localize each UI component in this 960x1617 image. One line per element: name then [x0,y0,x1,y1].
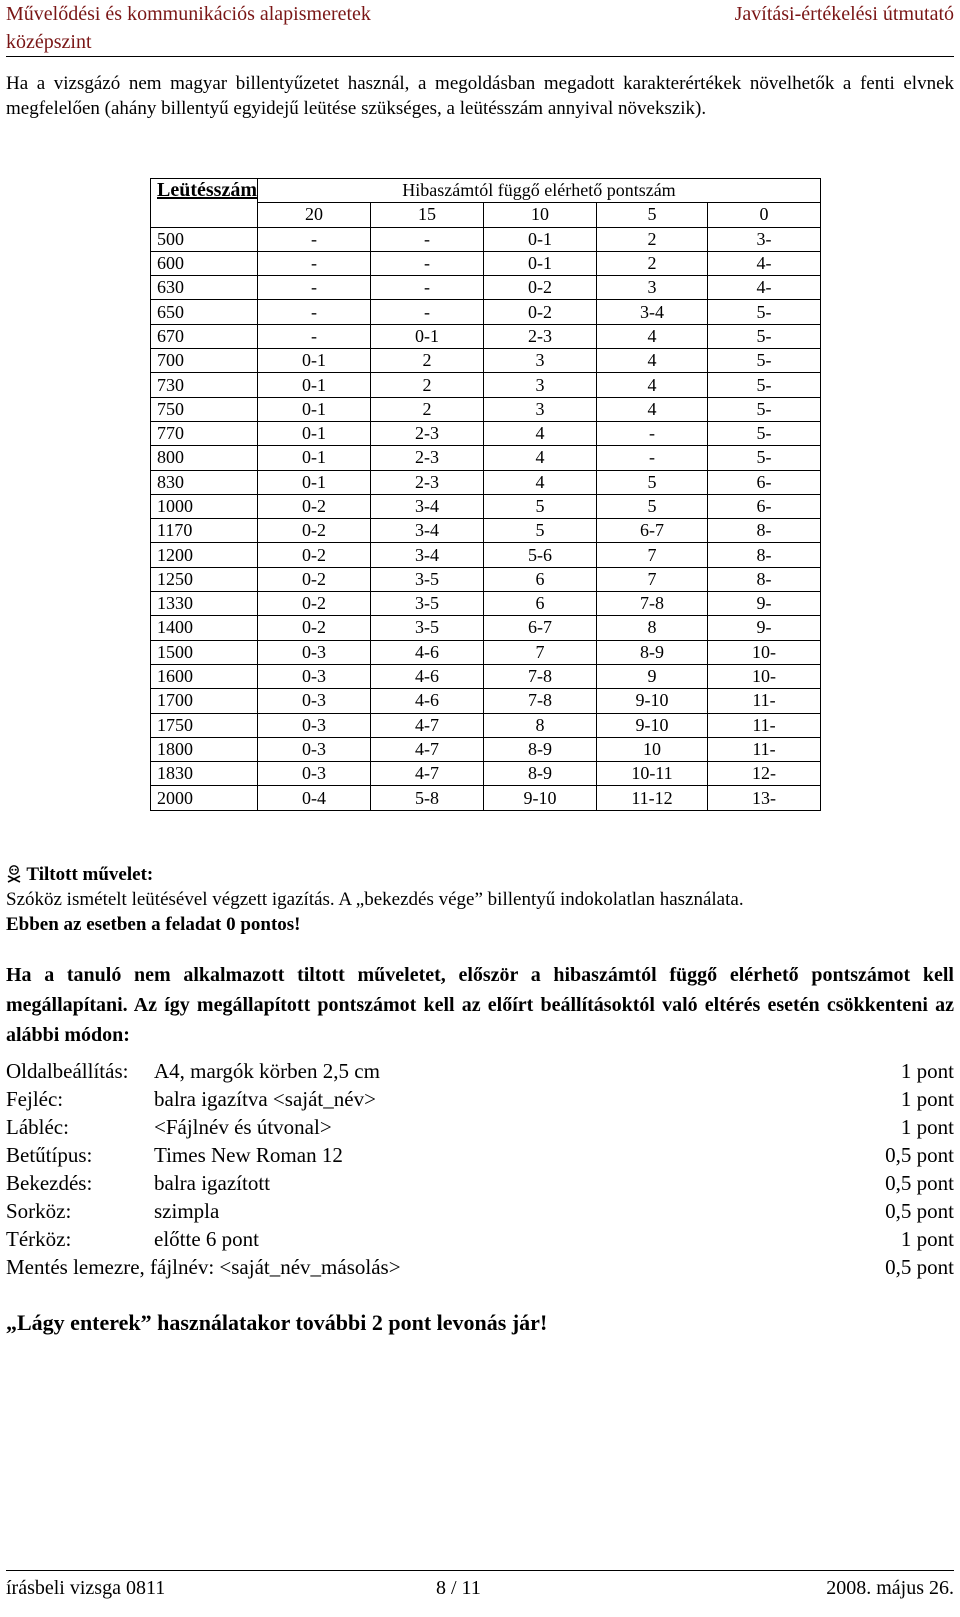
score-cell: 3-5 [370,616,483,640]
final-note: „Lágy enterek” használatakor további 2 pont levonás jár! [6,1310,548,1335]
table-row [151,640,821,664]
score-cell: 12- [707,762,820,786]
setting-value: Times New Roman 12 [154,1143,343,1167]
stroke-count-cell: 630 [151,276,258,300]
score-cell: 8- [707,519,820,543]
score-cell: 6-7 [483,616,596,640]
table-row [151,616,821,640]
score-cell: 3-4 [596,300,707,324]
header-left [6,0,371,56]
setting-key: Sorköz: [6,1199,72,1223]
score-cell: 5- [707,421,820,445]
forbidden-text: Szóköz ismételt leütésével végzett igazítás. A „bekezdés vége” billentyű indokolatlan használata. [6,889,744,910]
error-count-0: 20 [257,203,370,227]
score-cell: 0-3 [257,664,370,688]
header-title: Művelődési és kommunikációs alapismeretek [6,3,371,25]
error-count-4: 0 [707,203,820,227]
setting-points: 1 pont [900,1227,954,1251]
score-cell: - [370,300,483,324]
score-cell: 4 [483,421,596,445]
score-cell: 3-4 [370,494,483,518]
score-cell: 4- [707,251,820,275]
table-row [151,737,821,761]
score-cell: 0-2 [257,567,370,591]
score-cell: 8- [707,567,820,591]
score-cell: 4-7 [370,762,483,786]
score-cell: - [370,276,483,300]
score-cell: 0-3 [257,762,370,786]
score-cell: 2-3 [370,470,483,494]
score-cell: 3-4 [370,543,483,567]
setting-row [6,1225,954,1253]
score-cell: 4 [596,324,707,348]
skull-crossbones-icon [6,864,22,885]
score-cell: 10- [707,640,820,664]
error-count-1: 15 [370,203,483,227]
score-cell: 5-6 [483,543,596,567]
stroke-count-cell: 1200 [151,543,258,567]
score-cell: 11- [707,713,820,737]
col-label-strokes: Leütésszám [151,179,258,203]
score-cell: 8-9 [483,737,596,761]
forbidden-section [6,862,744,937]
score-cell: 0-1 [257,397,370,421]
score-cell: 4- [707,276,820,300]
stroke-count-cell: 750 [151,397,258,421]
score-cell: 8 [483,713,596,737]
score-cell: - [257,324,370,348]
table-row [151,664,821,688]
score-cell: 0-2 [483,300,596,324]
setting-key: Térköz: [6,1227,72,1251]
stroke-count-cell: 670 [151,324,258,348]
score-cell: 9 [596,664,707,688]
score-cell: 7 [596,567,707,591]
setting-points: 1 pont [900,1087,954,1111]
score-cell: - [596,446,707,470]
setting-row [6,1113,954,1141]
stroke-count-cell: 730 [151,373,258,397]
score-cell: 11- [707,689,820,713]
score-cell: 2-3 [370,446,483,470]
stroke-count-cell: 650 [151,300,258,324]
score-cell: 3 [483,349,596,373]
score-cell: 2 [596,251,707,275]
table-row [151,300,821,324]
stroke-count-cell: 1700 [151,689,258,713]
score-cell: 2-3 [370,421,483,445]
score-cell: 2-3 [483,324,596,348]
score-cell: 0-3 [257,689,370,713]
score-cell: 5- [707,349,820,373]
score-cell: 4-6 [370,664,483,688]
score-cell: 13- [707,786,820,810]
score-cell: 2 [370,373,483,397]
score-cell: 0-3 [257,737,370,761]
score-cell: 0-1 [257,470,370,494]
score-cell: 5- [707,446,820,470]
setting-value: szimpla [154,1199,220,1223]
score-cell: - [257,251,370,275]
header-divider [6,56,954,57]
setting-value: balra igazítva <saját_név> [154,1087,376,1111]
save-text: Mentés lemezre, fájlnév: <saját_név_másolás> [6,1255,401,1279]
stroke-count-cell: 830 [151,470,258,494]
score-cell: 3-5 [370,567,483,591]
group-label: Hibaszámtól függő elérhető pontszám [257,179,820,203]
error-count-2: 10 [483,203,596,227]
score-cell: 8-9 [596,640,707,664]
score-cell: 5 [596,494,707,518]
settings-list [6,1057,954,1281]
score-cell: 0-1 [483,251,596,275]
stroke-count-cell: 600 [151,251,258,275]
score-cell: 9-10 [483,786,596,810]
stroke-count-cell: 700 [151,349,258,373]
score-cell: 6 [483,592,596,616]
forbidden-consequence: Ebben az esetben a feladat 0 pontos! [6,914,301,935]
footer-exam: írásbeli vizsga 0811 [6,1577,166,1599]
stroke-count-cell: 1600 [151,664,258,688]
score-cell: 7 [483,640,596,664]
score-cell: - [370,227,483,251]
table-row [151,519,821,543]
table-row [151,324,821,348]
score-cell: 0-3 [257,713,370,737]
setting-row [6,1085,954,1113]
table-row [151,470,821,494]
setting-points: 0,5 pont [885,1143,954,1167]
score-cell: 2 [370,349,483,373]
stroke-count-cell: 1000 [151,494,258,518]
score-cell: 0-1 [257,349,370,373]
score-cell: 3 [483,397,596,421]
save-row [6,1253,954,1281]
score-cell: 5- [707,397,820,421]
score-cell: - [257,300,370,324]
table-row [151,494,821,518]
score-cell: 6- [707,494,820,518]
setting-row [6,1169,954,1197]
score-cell: 5- [707,324,820,348]
stroke-count-cell: 1330 [151,592,258,616]
score-cell: 5 [596,470,707,494]
table-row [151,373,821,397]
table-row [151,543,821,567]
score-cell: 0-2 [257,543,370,567]
table-row [151,251,821,275]
setting-key: Fejléc: [6,1087,64,1111]
footer-divider [6,1570,954,1571]
footer-date: 2008. május 26. [826,1577,954,1599]
stroke-count-cell: 770 [151,421,258,445]
score-cell: 4 [596,349,707,373]
setting-value: A4, margók körben 2,5 cm [154,1059,380,1083]
score-cell: 4 [483,470,596,494]
score-cell: - [596,421,707,445]
stroke-count-cell: 800 [151,446,258,470]
score-cell: 8-9 [483,762,596,786]
score-cell: 7-8 [483,664,596,688]
error-count-3: 5 [596,203,707,227]
score-cell: 3 [596,276,707,300]
score-cell: 0-1 [257,373,370,397]
score-cell: 3-4 [370,519,483,543]
stroke-count-cell: 1170 [151,519,258,543]
score-cell: 0-2 [257,519,370,543]
score-cell: 0-1 [370,324,483,348]
score-cell: 10-11 [596,762,707,786]
score-cell: 5- [707,300,820,324]
stroke-count-cell: 1500 [151,640,258,664]
score-cell: 0-2 [483,276,596,300]
stroke-count-cell: 1250 [151,567,258,591]
setting-points: 0,5 pont [885,1171,954,1195]
score-cell: 3-5 [370,592,483,616]
score-cell: 8- [707,543,820,567]
table-row [151,713,821,737]
score-cell: 6-7 [596,519,707,543]
score-cell: 0-4 [257,786,370,810]
table-row [151,762,821,786]
table-header-row [151,179,821,203]
header-right: Javítási-értékelési útmutató [734,3,954,25]
score-cell: - [257,276,370,300]
score-cell: 9-10 [596,689,707,713]
score-cell: 8 [596,616,707,640]
setting-row [6,1197,954,1225]
score-cell: 5 [483,494,596,518]
score-cell: 10 [596,737,707,761]
score-cell: 0-1 [257,446,370,470]
score-cell: 4-6 [370,640,483,664]
table-subheader-row [151,203,821,227]
setting-key: Betűtípus: [6,1143,93,1167]
setting-key: Oldalbeállítás: [6,1059,129,1083]
score-cell: - [257,227,370,251]
score-cell: 7 [596,543,707,567]
score-cell: 11-12 [596,786,707,810]
stroke-count-cell: 1830 [151,762,258,786]
score-cell: 0-2 [257,616,370,640]
score-cell: 6 [483,567,596,591]
score-cell: 0-1 [257,421,370,445]
score-cell: 7-8 [483,689,596,713]
setting-value: balra igazított [154,1171,271,1195]
score-cell: 6- [707,470,820,494]
setting-row [6,1141,954,1169]
table-row [151,567,821,591]
score-cell: 4 [596,373,707,397]
table-row [151,421,821,445]
score-cell: 4-7 [370,713,483,737]
setting-key: Bekezdés: [6,1171,93,1195]
setting-points: 1 pont [900,1115,954,1139]
forbidden-title: Tiltott művelet: [26,864,154,885]
scoring-table [150,178,821,811]
table-row [151,689,821,713]
score-cell: 5 [483,519,596,543]
score-cell: 0-3 [257,640,370,664]
table-row [151,397,821,421]
score-cell: 3 [483,373,596,397]
table-row [151,786,821,810]
score-cell: 4-6 [370,689,483,713]
footer-page-number: 8 / 11 [436,1577,481,1599]
stroke-count-cell: 2000 [151,786,258,810]
score-cell: 4 [483,446,596,470]
stroke-count-cell: 1400 [151,616,258,640]
table-row [151,227,821,251]
score-cell: 4-7 [370,737,483,761]
score-cell: 0-2 [257,592,370,616]
score-cell: 11- [707,737,820,761]
score-cell: 9-10 [596,713,707,737]
setting-key: Lábléc: [6,1115,69,1139]
score-cell: 10- [707,664,820,688]
score-cell: 9- [707,616,820,640]
score-cell: 5- [707,373,820,397]
score-cell: 0-2 [257,494,370,518]
score-cell: 5-8 [370,786,483,810]
setting-row [6,1057,954,1085]
setting-value: előtte 6 pont [154,1227,259,1251]
stroke-count-cell: 1750 [151,713,258,737]
score-cell: 2 [370,397,483,421]
score-cell: 0-1 [483,227,596,251]
score-cell: 9- [707,592,820,616]
table-row [151,349,821,373]
header-level: középszint [6,31,92,53]
save-points: 0,5 pont [885,1255,954,1279]
score-cell: 3- [707,227,820,251]
stroke-count-cell: 500 [151,227,258,251]
score-cell: 2 [596,227,707,251]
setting-value: <Fájlnév és útvonal> [154,1115,332,1139]
table-row [151,276,821,300]
deduction-rule: Ha a tanuló nem alkalmazott tiltott műveletet, először a hibaszámtól függő elérhető pontszámot kell megállapítani. Az így megállapított pontszámot kell az előírt beállításoktól való eltérés esetén csökkenteni az alábbi módon: [6,964,954,1046]
intro-paragraph: Ha a vizsgázó nem magyar billentyűzetet használ, a megoldásban megadott karakterértékek növelhetők a fenti elvnek megfelelően (ahány billentyű egyidejű leütése szükséges, a leütésszám annyival növekszik). [6,73,954,119]
table-row [151,592,821,616]
score-cell: 4 [596,397,707,421]
score-cell: - [370,251,483,275]
setting-points: 1 pont [900,1059,954,1083]
score-cell: 7-8 [596,592,707,616]
empty-cell [151,203,258,227]
table-row [151,446,821,470]
setting-points: 0,5 pont [885,1199,954,1223]
stroke-count-cell: 1800 [151,737,258,761]
